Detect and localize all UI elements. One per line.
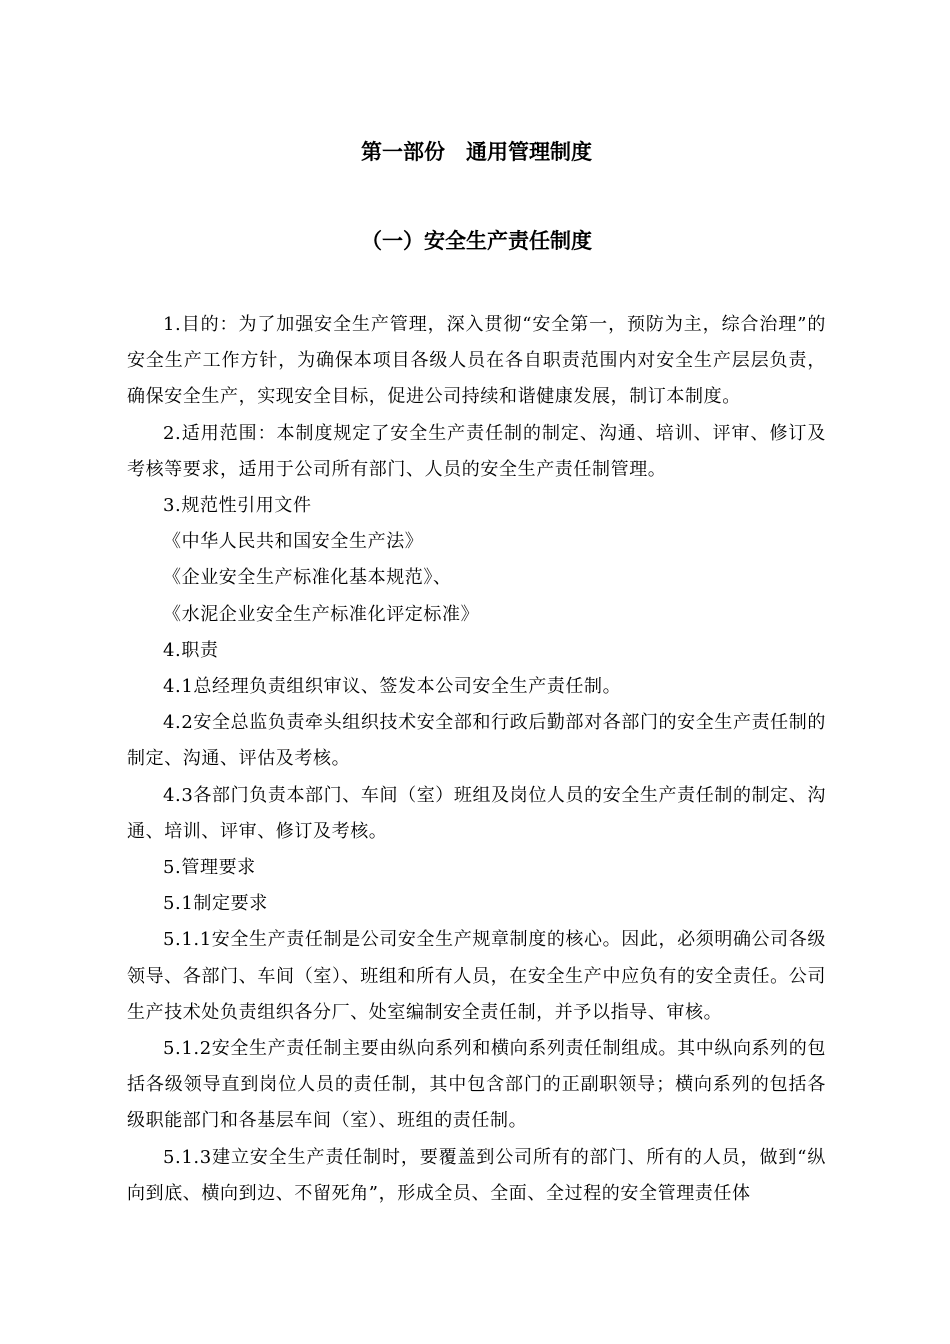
paragraph: 5.1.1安全生产责任制是公司安全生产规章制度的核心。因此，必须明确公司各级领导、各部门、车间（室）、班组和所有人员，在安全生产中应负有的安全责任。公司生产技术处负责组织各分厂、处室编制安全责任制，并予以指导、审核。 xyxy=(127,929,826,1023)
paragraph: 4.2安全总监负责牵头组织技术安全部和行政后勤部对各部门的安全生产责任制的制定、沟通、评估及考核。 xyxy=(127,712,826,770)
paragraph: 5.1.3建立安全生产责任制时，要覆盖到公司所有的部门、所有的人员，做到“纵向到底、横向到边、不留死角”，形成全员、全面、全过程的安全管理责任体 xyxy=(127,1146,826,1204)
paragraph: 5.1制定要求 xyxy=(163,893,268,915)
paragraph: 5.1.2安全生产责任制主要由纵向系列和横向系列责任制组成。其中纵向系列的包括各级领导直到岗位人员的责任制，其中包含部门的正副职领导；横向系列的包括各级职能部门和各基层车间（室）、班组的责任制。 xyxy=(127,1038,826,1132)
paragraph: 2.适用范围：本制度规定了安全生产责任制的制定、沟通、培训、评审、修订及考核等要求，适用于公司所有部门、人员的安全生产责任制管理。 xyxy=(127,422,826,480)
section-title: （一）安全生产责任制度 xyxy=(361,229,592,253)
paragraph: 《企业安全生产标准化基本规范》、 xyxy=(163,567,452,589)
paragraph: 3.规范性引用文件 xyxy=(163,495,312,517)
paragraph: 5.管理要求 xyxy=(163,857,256,879)
body-text xyxy=(127,307,826,1212)
paragraph: 4.职责 xyxy=(163,639,219,661)
paragraph: 《中华人民共和国安全生产法》 xyxy=(163,531,424,553)
paragraph: 1.目的：为了加强安全生产管理，深入贯彻“安全第一，预防为主，综合治理”的安全生产工作方针，为确保本项目各级人员在各自职责范围内对安全生产层层负责，确保安全生产，实现安全目标，促进公司持续和谐健康发展，制订本制度。 xyxy=(127,314,826,408)
document-title: 第一部份 通用管理制度 xyxy=(361,140,592,164)
paragraph: 4.3各部门负责本部门、车间（室）班组及岗位人员的安全生产责任制的制定、沟通、培训、评审、修订及考核。 xyxy=(127,784,826,842)
paragraph: 4.1总经理负责组织审议、签发本公司安全生产责任制。 xyxy=(163,676,622,698)
paragraph: 《水泥企业安全生产标准化评定标准》 xyxy=(163,603,480,625)
